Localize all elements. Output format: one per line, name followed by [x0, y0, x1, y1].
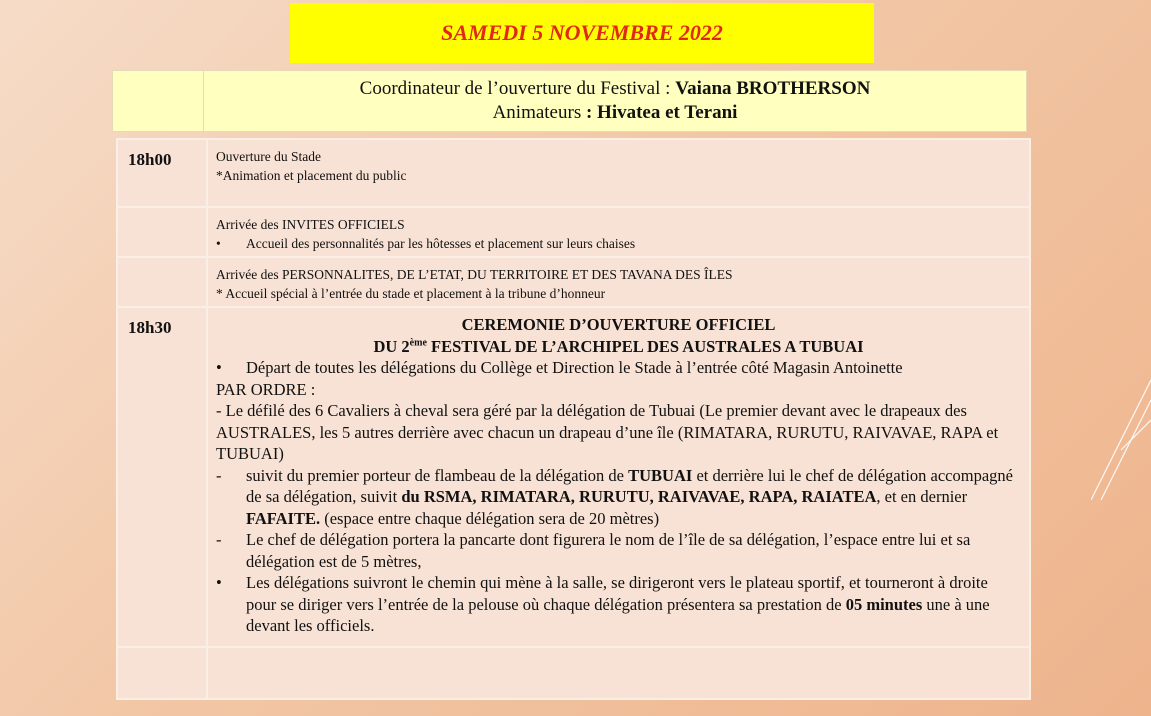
- empty-row: [117, 647, 1030, 699]
- torch-item: - suivit du premier porteur de flambeau de la délégation de TUBUAI et derrière lui le chef de délégation accompagné de sa délégation, suivit du RSMA, RIMATARA, RURUTU, RAIVAVAE, RAPA, RAIATEA, et en dernier FAFAITE. (espace entre chaque délégation sera de 20 mètres): [216, 465, 1013, 528]
- time-cell: [117, 207, 207, 257]
- decorative-lines: [1091, 360, 1151, 500]
- ceremony-title: CEREMONIE D’OUVERTURE OFFICIEL: [461, 315, 776, 334]
- coordinator-info: [204, 71, 1026, 131]
- festival-title: DU 2ème FESTIVAL DE L’ARCHIPEL DES AUSTRALES A TUBUAI: [373, 336, 864, 356]
- schedule-row: [117, 257, 1030, 307]
- animators-names: : Hivatea et Terani: [585, 102, 738, 123]
- time-cell: [117, 257, 207, 307]
- description-cell: [207, 647, 1030, 699]
- bullet-mark: •: [216, 236, 221, 251]
- description-cell: Ouverture du Stade *Animation et placement du public: [207, 139, 1030, 207]
- description-cell: Arrivée des INVITES OFFICIELS • Accueil des personnalités par les hôtesses et placement sur leurs chaises: [207, 207, 1030, 257]
- sign-item: - Le chef de délégation portera la pancarte dont figurera le nom de l’île de sa délégation, l’espace entre lui et sa délégation est de 5 mètres,: [216, 530, 971, 571]
- date-banner: [290, 3, 874, 63]
- schedule-row: [117, 207, 1030, 257]
- ceremony-row: [117, 307, 1030, 647]
- coordinator-name: Vaiana BROTHERSON: [675, 78, 871, 99]
- time-cell: [117, 647, 207, 699]
- time-cell: 18h00: [117, 139, 207, 207]
- event-date: SAMEDI 5 NOVEMBRE 2022: [441, 20, 723, 45]
- time-cell: 18h30: [117, 307, 207, 647]
- coordinator-box: [112, 70, 1027, 132]
- animators-line: Animateurs : Hivatea et Terani: [492, 102, 738, 123]
- coordinator-empty-cell: [113, 71, 204, 131]
- description-cell: Arrivée des PERSONNALITES, DE L’ETAT, DU TERRITOIRE ET DES TAVANA DES ÎLES * Accueil spécial à l’entrée du stade et placement à la tribune d’honneur: [207, 257, 1030, 307]
- ceremony-description: [207, 307, 1030, 647]
- route-item: • Les délégations suivront le chemin qui mène à la salle, se dirigeront vers le plateau sportif, et tourneront à droite pour se diriger vers l’entrée de la pelouse où chaque délégation présentera sa prestation de 05 minutes une à une devant les officiels.: [216, 573, 990, 635]
- coordinator-line: Coordinateur de l’ouverture du Festival : Vaiana BROTHERSON: [359, 78, 871, 99]
- schedule-table: [116, 138, 1031, 700]
- order-label: PAR ORDRE :: [216, 379, 316, 399]
- departure-item: • Départ de toutes les délégations du Collège et Direction le Stade à l’entrée côté Magasin Antoinette: [216, 358, 903, 377]
- schedule-row: [117, 139, 1030, 207]
- cavaliers-paragraph: - Le défilé des 6 Cavaliers à cheval sera géré par la délégation de Tubuai (Le premier devant avec le drapeaux des AUSTRALES, les 5 autres derrière avec chacun un drapeau d’une île (RIMATARA, RURUTU, RAIVAVAE, RAPA et TUBUAI): [216, 401, 999, 463]
